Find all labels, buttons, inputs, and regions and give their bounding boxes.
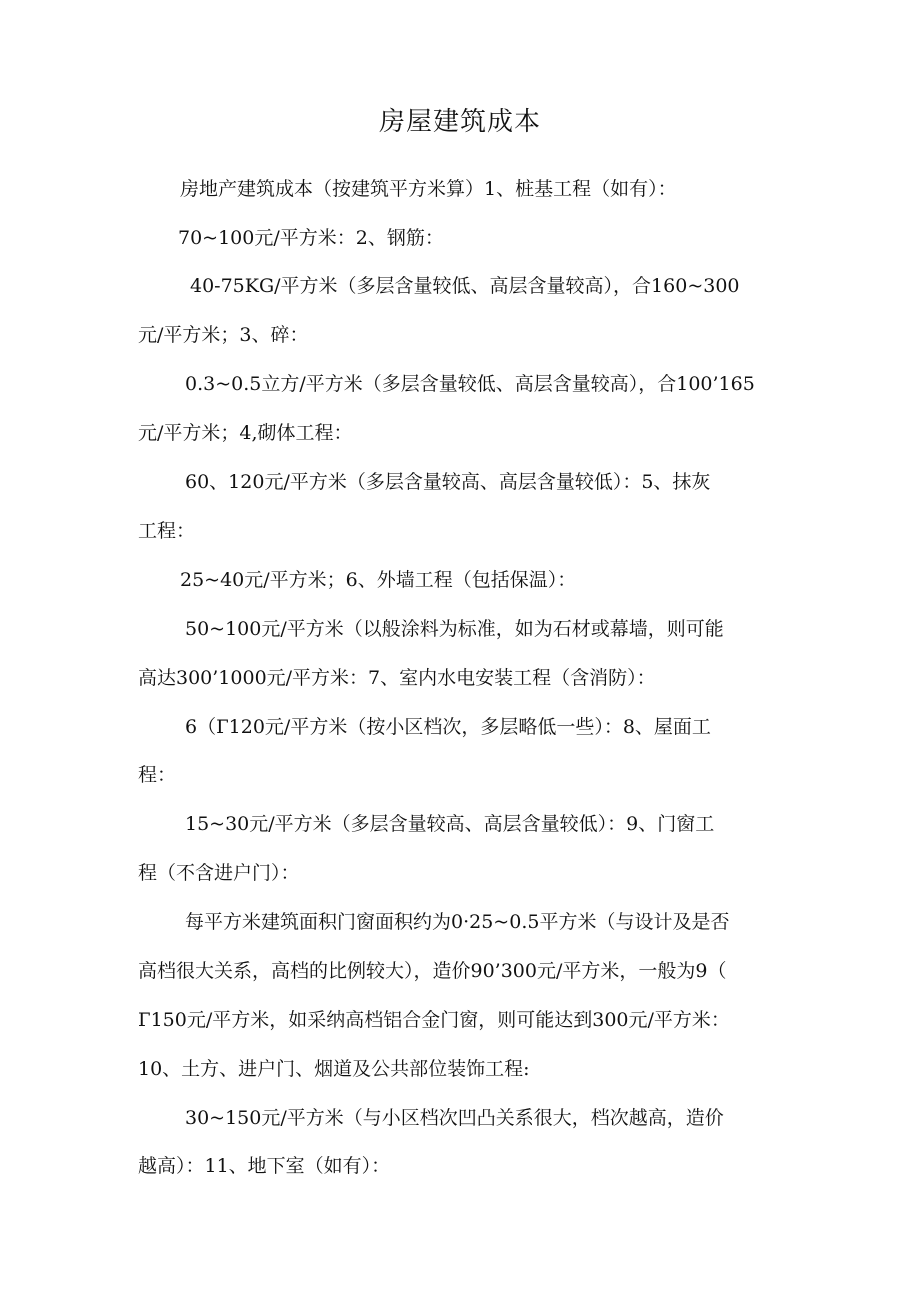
paragraph-line: 程（不含进户门）：	[138, 862, 300, 884]
paragraph-line: 60、120元/平方米（多层含量较高、高层含量较低）：5、抹灰	[185, 471, 711, 493]
paragraph-line: 每平方米建筑面积门窗面积约为0·25~0.5平方米（与设计及是否	[185, 911, 730, 933]
paragraph-line: 30~150元/平方米（与小区档次凹凸关系很大，档次越高，造价	[185, 1107, 724, 1129]
paragraph-line: 元/平方米；4,砌体工程：	[138, 422, 353, 444]
paragraph-line: Г150元/平方米，如采纳高档铝合金门窗，则可能达到300元/平方米：	[138, 1009, 730, 1031]
paragraph-line: 越高）：11、地下室（如有）：	[138, 1155, 391, 1177]
paragraph-line: 元/平方米；3、碎：	[138, 324, 309, 346]
paragraph-line: 50~100元/平方米（以般涂料为标准，如为石材或幕墙，则可能	[185, 618, 724, 640]
paragraph-line: 高档很大关系，高档的比例较大），造价90’300元/平方米，一般为9（	[138, 960, 727, 982]
paragraph-line: 15~30元/平方米（多层含量较高、高层含量较低）：9、门窗工	[185, 813, 715, 835]
paragraph-line: 10、土方、进户门、烟道及公共部位装饰工程:	[138, 1058, 530, 1080]
paragraph-line: 40-75KG/平方米（多层含量较低、高层含量较高），合160~300	[190, 275, 740, 297]
paragraph-line: 工程：	[138, 520, 196, 542]
paragraph-line: 0.3~0.5立方/平方米（多层含量较低、高层含量较高），合100’165	[185, 373, 755, 395]
document-title: 房屋建筑成本	[378, 107, 541, 137]
paragraph-line: 25~40元/平方米；6、外墙工程（包括保温）：	[180, 569, 577, 591]
paragraph-line: 高达300’1000元/平方米：7、室内水电安装工程（含消防）：	[138, 667, 656, 689]
paragraph-line: 房地产建筑成本（按建筑平方米算）1、桩基工程（如有）：	[180, 178, 677, 200]
paragraph-line: 6（Г120元/平方米（按小区档次，多层略低一些）：8、屋面工	[185, 716, 711, 738]
paragraph-line: 70~100元/平方米：2、钢筋：	[178, 227, 444, 249]
paragraph-line: 程：	[138, 764, 177, 786]
